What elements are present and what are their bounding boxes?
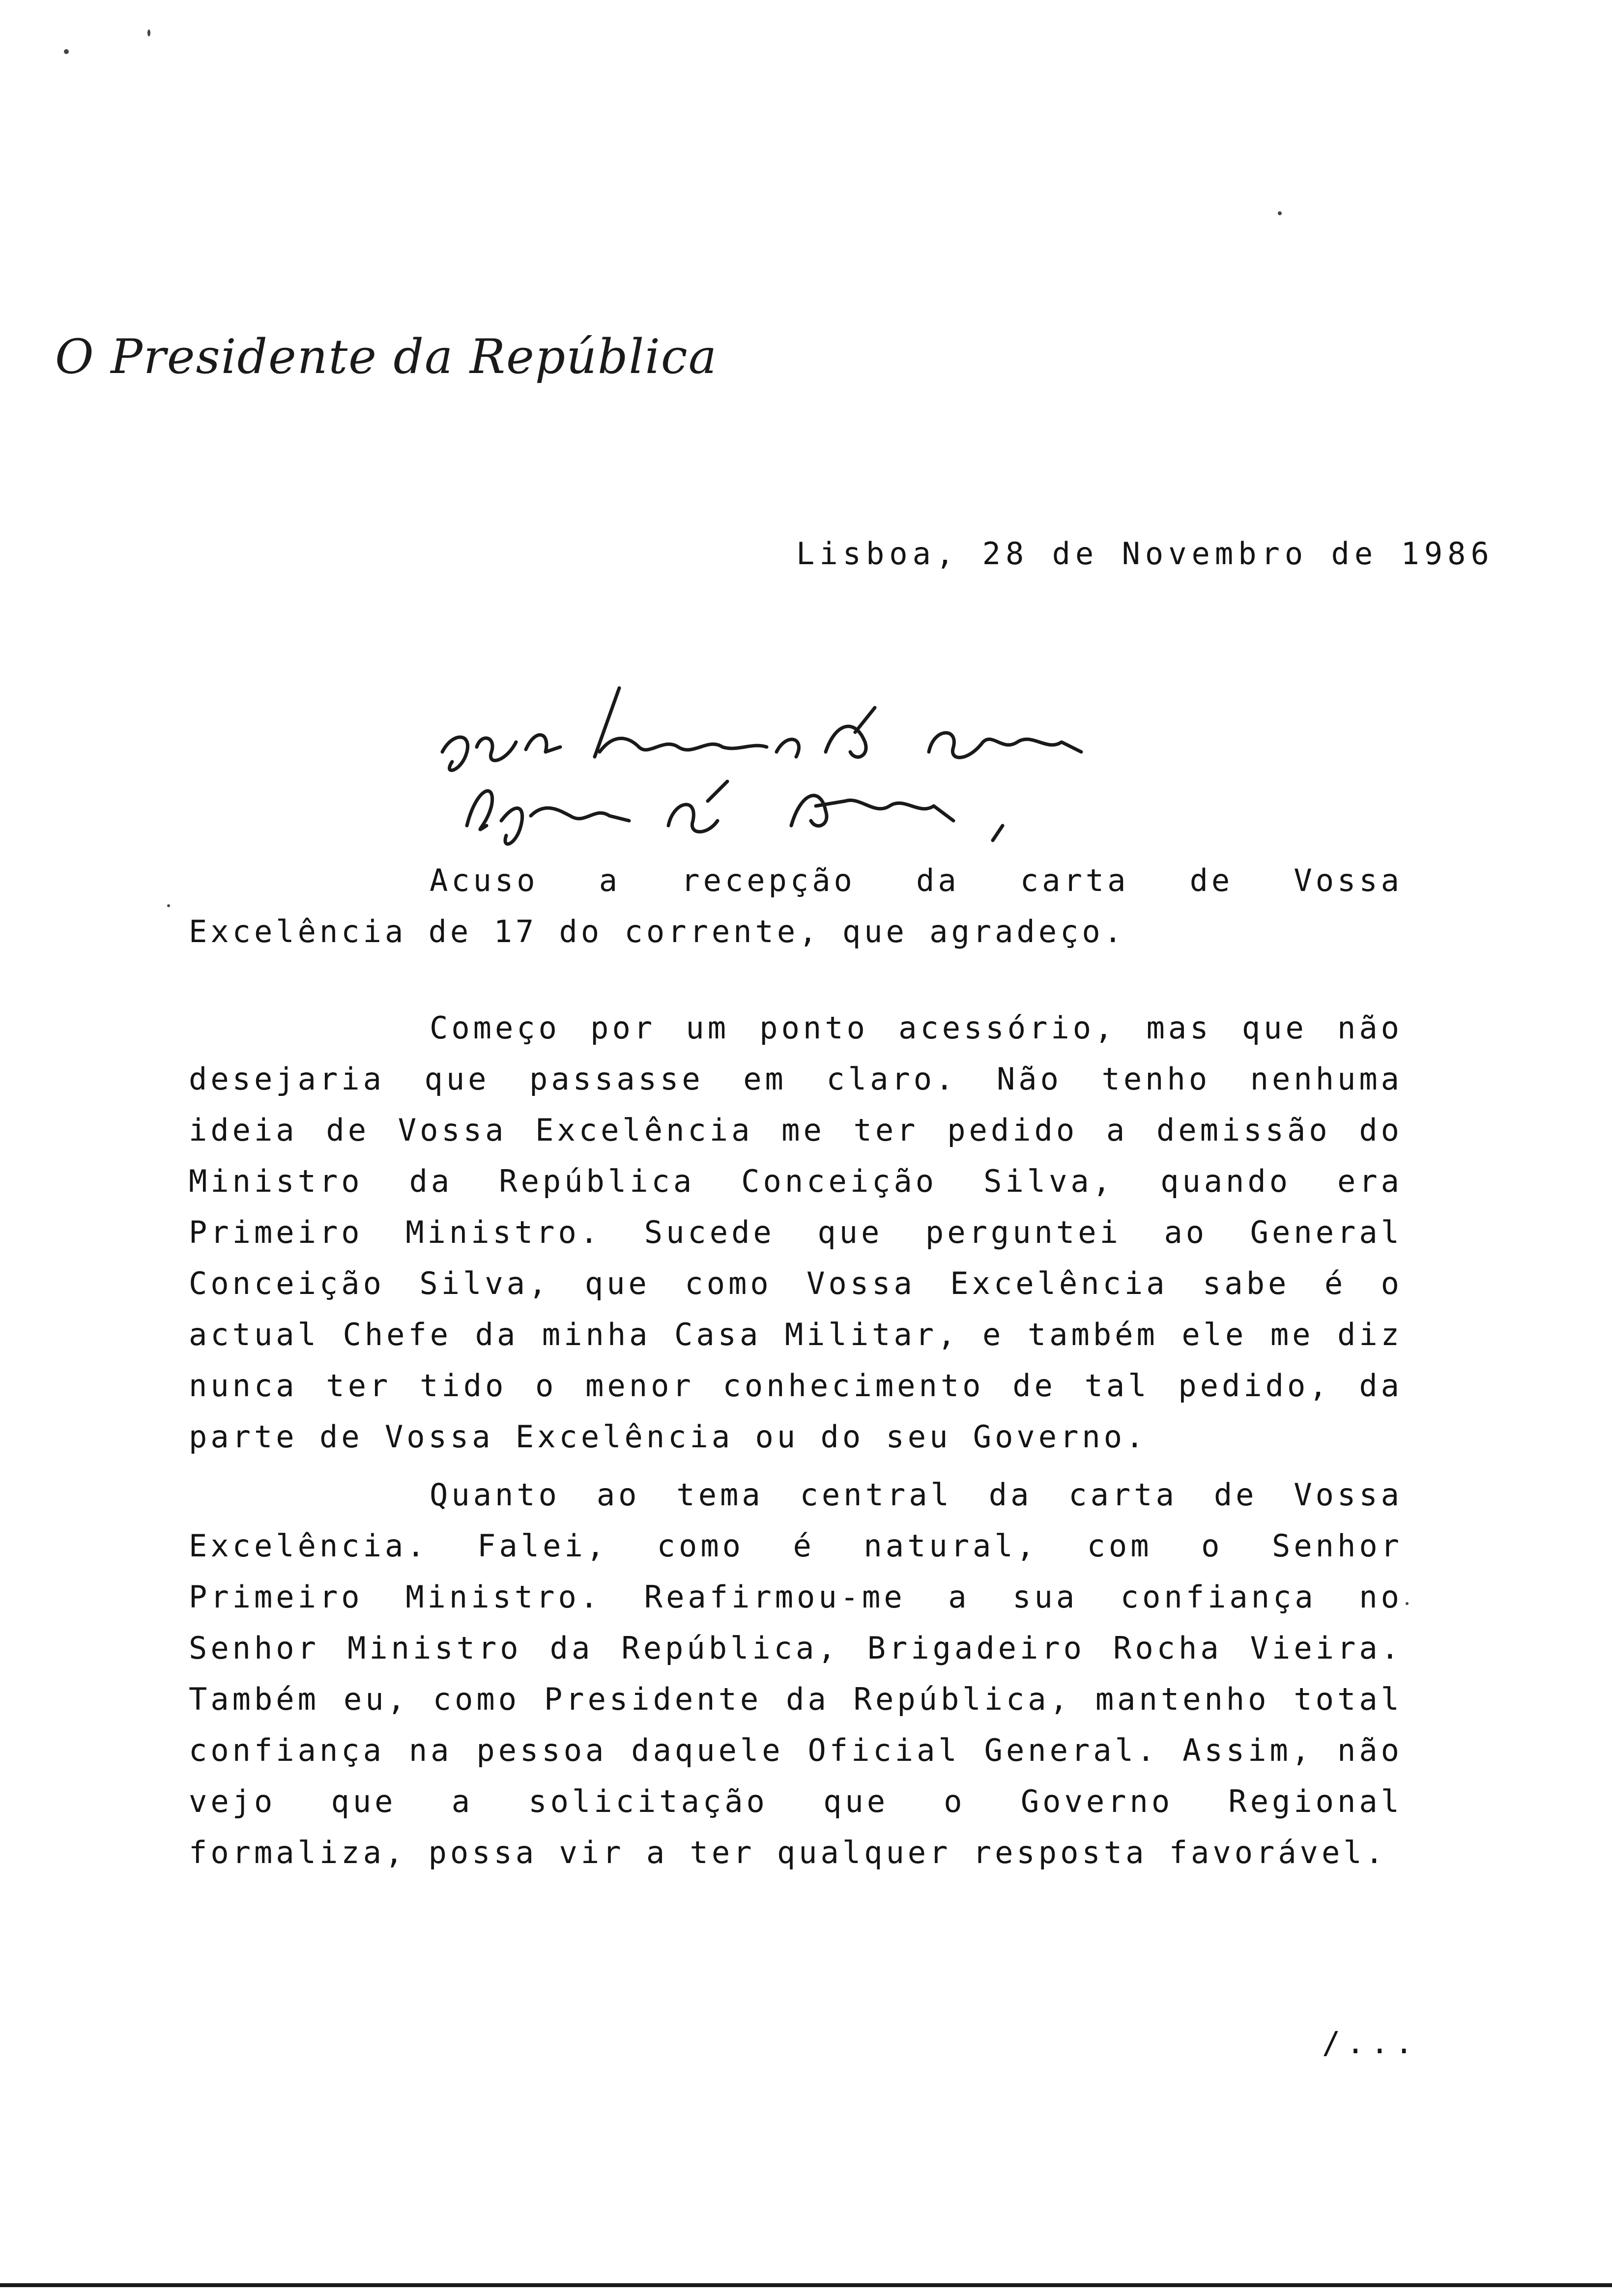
paragraph-text: Quanto ao tema central da carta de Vossa Excelência. Falei, como é natural, com o Senhor Primeiro Ministro. Reafirmou-me a sua confiança no Senhor Ministro da República, Brigadeiro Rocha Vieira. Também eu, como Presidente da República, mantenho total confiança na pessoa daquele Oficial General. Assim, não vejo que a solicitação que o Governo Regional formaliza, possa vir a ter qualquer resposta favorável. [189,1477,1403,1870]
paragraph-accessory-point [189,1003,1403,1463]
paragraph-central-theme [189,1469,1403,1878]
paragraph-acknowledgement [189,855,1403,957]
scan-speck [1406,1602,1409,1605]
scan-speck [167,904,170,907]
dateline: Lisboa, 28 de Novembro de 1986 [796,536,1494,572]
paragraph-text: Acuso a recepção da carta de Vossa Excelência de 17 do corrente, que agradeço. [189,862,1403,949]
bottom-edge-rule [0,2283,1612,2287]
handwritten-salutation [432,678,1199,865]
scan-speck [147,29,150,36]
paragraph-text: Começo por um ponto acessório, mas que não desejaria que passasse em claro. Não tenho nenhuma ideia de Vossa Excelência me ter pedido a demissão do Ministro da República Conceição Silva, quando era Primeiro Ministro. Sucede que perguntei ao General Conceição Silva, que como Vossa Excelência sabe é o actual Chefe da minha Casa Militar, e também ele me diz nunca ter tido o menor conhecimento de tal pedido, da parte de Vossa Excelência ou do seu Governo. [189,1010,1403,1455]
letterhead-title: O Presidente da República [55,329,718,384]
scan-speck [64,49,69,54]
scan-speck [1278,211,1282,215]
continuation-mark: /... [1322,2025,1419,2061]
